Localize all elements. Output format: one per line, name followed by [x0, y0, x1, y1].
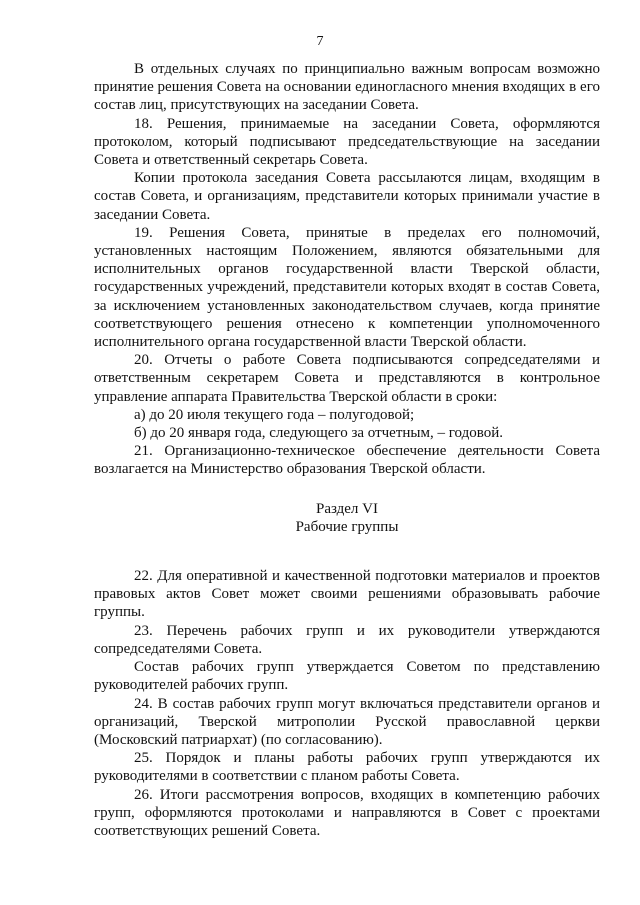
- section-title: Рабочие группы: [295, 518, 399, 535]
- section-number: Раздел VI: [315, 500, 378, 517]
- list-item-a: а) до 20 июля текущего года – полугодовой;: [134, 406, 415, 423]
- page-number: 7: [316, 34, 324, 49]
- paragraph-protocol-copies: Копии протокола заседания Совета рассылаются лицам, входящим в состав Совета, и организациям, представители которых принимали участие в заседании Совета.: [94, 170, 600, 223]
- document-body: [94, 60, 600, 840]
- list-item-b: б) до 20 января года, следующего за отчетным, – годовой.: [134, 425, 503, 442]
- paragraph-18: 18. Решения, принимаемые на заседании Совета, оформляются протоколом, который подписывают председательствующие на заседании Совета и ответственный секретарь Совета.: [94, 115, 600, 169]
- paragraph-20: 20. Отчеты о работе Совета подписываются сопредседателями и ответственным секретарем Совета и представляются в контрольное управление аппарата Правительства Тверской области в сроки:: [94, 352, 600, 405]
- paragraph-21: 21. Организационно-техническое обеспечение деятельности Совета возлагается на Министерство образования Тверской области.: [94, 443, 600, 478]
- paragraph-group-composition: Состав рабочих групп утверждается Советом по представлению руководителей рабочих групп.: [94, 659, 600, 694]
- paragraph-23: 23. Перечень рабочих групп и их руководители утверждаются сопредседателями Совета.: [94, 622, 600, 657]
- paragraph-24: 24. В состав рабочих групп могут включаться представители органов и организаций, Тверской митрополии Русской православной церкви (Московский патриархат) (по согласованию).: [94, 695, 600, 748]
- section-heading: [94, 500, 600, 536]
- paragraph-unanimous-decision: В отдельных случаях по принципиально важным вопросам возможно принятие решения Совета на основании единогласного мнения входящих в его состав лиц, присутствующих на заседании Совета.: [94, 61, 600, 114]
- paragraph-26: 26. Итоги рассмотрения вопросов, входящих в компетенцию рабочих групп, оформляются протоколами и направляются в Совет с проектами соответствующих решений Совета.: [94, 786, 600, 839]
- paragraph-22: 22. Для оперативной и качественной подготовки материалов и проектов правовых актов Совет может своими решениями образовывать рабочие группы.: [94, 568, 600, 621]
- paragraph-19: 19. Решения Совета, принятые в пределах его полномочий, установленных настоящим Положением, являются обязательными для исполнительных органов государственной власти Тверской области, государственных учреждений, представители которых входят в состав Совета, за исключением установленных законодательством случаев, когда принятие соответствующего решения отнесено к компетенции уполномоченного исполнительного органа государственной власти Тверской области.: [94, 224, 600, 351]
- paragraph-25: 25. Порядок и планы работы рабочих групп утверждаются их руководителями в соответствии с планом работы Совета.: [94, 750, 600, 785]
